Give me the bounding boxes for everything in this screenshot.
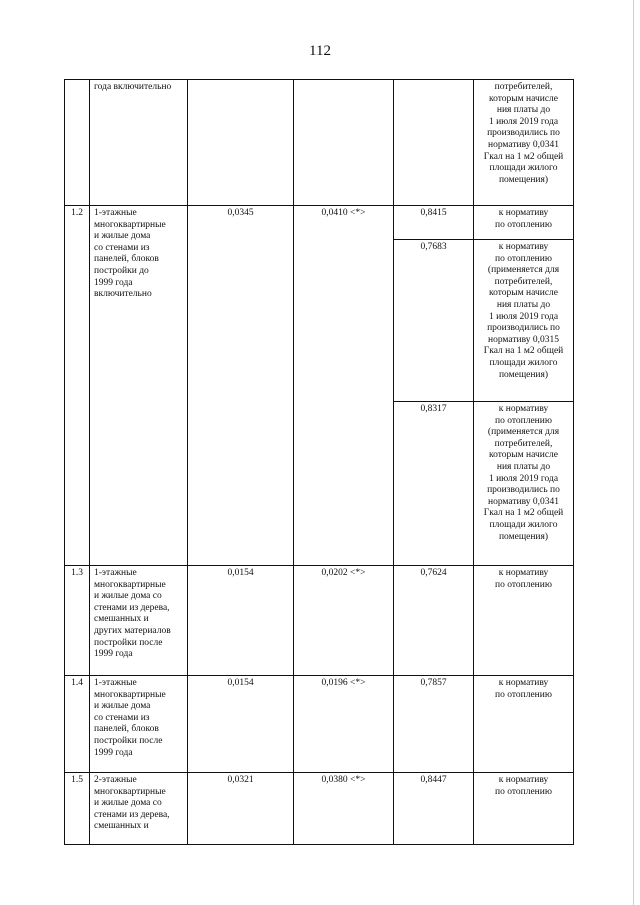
value-cell-3: 0,7683 xyxy=(394,240,474,402)
row-name-cell: 1-этажные многоквартирные и жилые дома со стенами из дерева, смешанных и других материалов постройки после 1999 года xyxy=(90,566,188,676)
note-cell: к нормативу по отоплению xyxy=(474,676,574,773)
value-cell-1: 0,0321 xyxy=(188,773,294,845)
value-cell-2: 0,0410 <*> xyxy=(294,206,394,566)
row-number-cell: 1.2 xyxy=(65,206,90,566)
row-name-cell: 1-этажные многоквартирные и жилые дома со стенами из панелей, блоков постройки до 1999 года включительно xyxy=(90,206,188,566)
value-cell-3: 0,8415 xyxy=(394,206,474,240)
row-number-cell: 1.3 xyxy=(65,566,90,676)
note-cell: потребителей, которым начисле ния платы до 1 июля 2019 года производились по нормативу 0,0341 Гкал на 1 м2 общей площади жилого помещения) xyxy=(474,80,574,206)
value-cell-2: 0,0380 <*> xyxy=(294,773,394,845)
value-cell-1: 0,0154 xyxy=(188,566,294,676)
note-cell: к нормативу по отоплению xyxy=(474,206,574,240)
row-name-cell: года включительно xyxy=(90,80,188,206)
value-cell-3 xyxy=(394,80,474,206)
scan-edge xyxy=(633,0,634,905)
value-cell-3: 0,7857 xyxy=(394,676,474,773)
value-cell-2: 0,0196 <*> xyxy=(294,676,394,773)
note-cell: к нормативу по отоплению xyxy=(474,773,574,845)
value-cell-3: 0,7624 xyxy=(394,566,474,676)
value-cell-1: 0,0345 xyxy=(188,206,294,566)
note-cell: к нормативу по отоплению (применяется для потребителей, которым начисле ния платы до 1 июля 2019 года производились по нормативу 0,0315 Гкал на 1 м2 общей площади жилого помещения) xyxy=(474,240,574,402)
page-number: 112 xyxy=(309,43,331,59)
row-name-cell: 1-этажные многоквартирные и жилые дома со стенами из панелей, блоков постройки после 1999 года xyxy=(90,676,188,773)
value-cell-2: 0,0202 <*> xyxy=(294,566,394,676)
row-number-cell: 1.5 xyxy=(65,773,90,845)
row-name-cell: 2-этажные многоквартирные и жилые дома со стенами из дерева, смешанных и xyxy=(90,773,188,845)
note-cell: к нормативу по отоплению xyxy=(474,566,574,676)
value-cell-1 xyxy=(188,80,294,206)
value-cell-1: 0,0154 xyxy=(188,676,294,773)
value-cell-3: 0,8317 xyxy=(394,402,474,566)
value-cell-3: 0,8447 xyxy=(394,773,474,845)
note-cell: к нормативу по отоплению (применяется для потребителей, которым начисле ния платы до 1 июля 2019 года производились по нормативу 0,0341 Гкал на 1 м2 общей площади жилого помещения) xyxy=(474,402,574,566)
row-number-cell xyxy=(65,80,90,206)
norms-table xyxy=(64,79,574,845)
value-cell-2 xyxy=(294,80,394,206)
row-number-cell: 1.4 xyxy=(65,676,90,773)
